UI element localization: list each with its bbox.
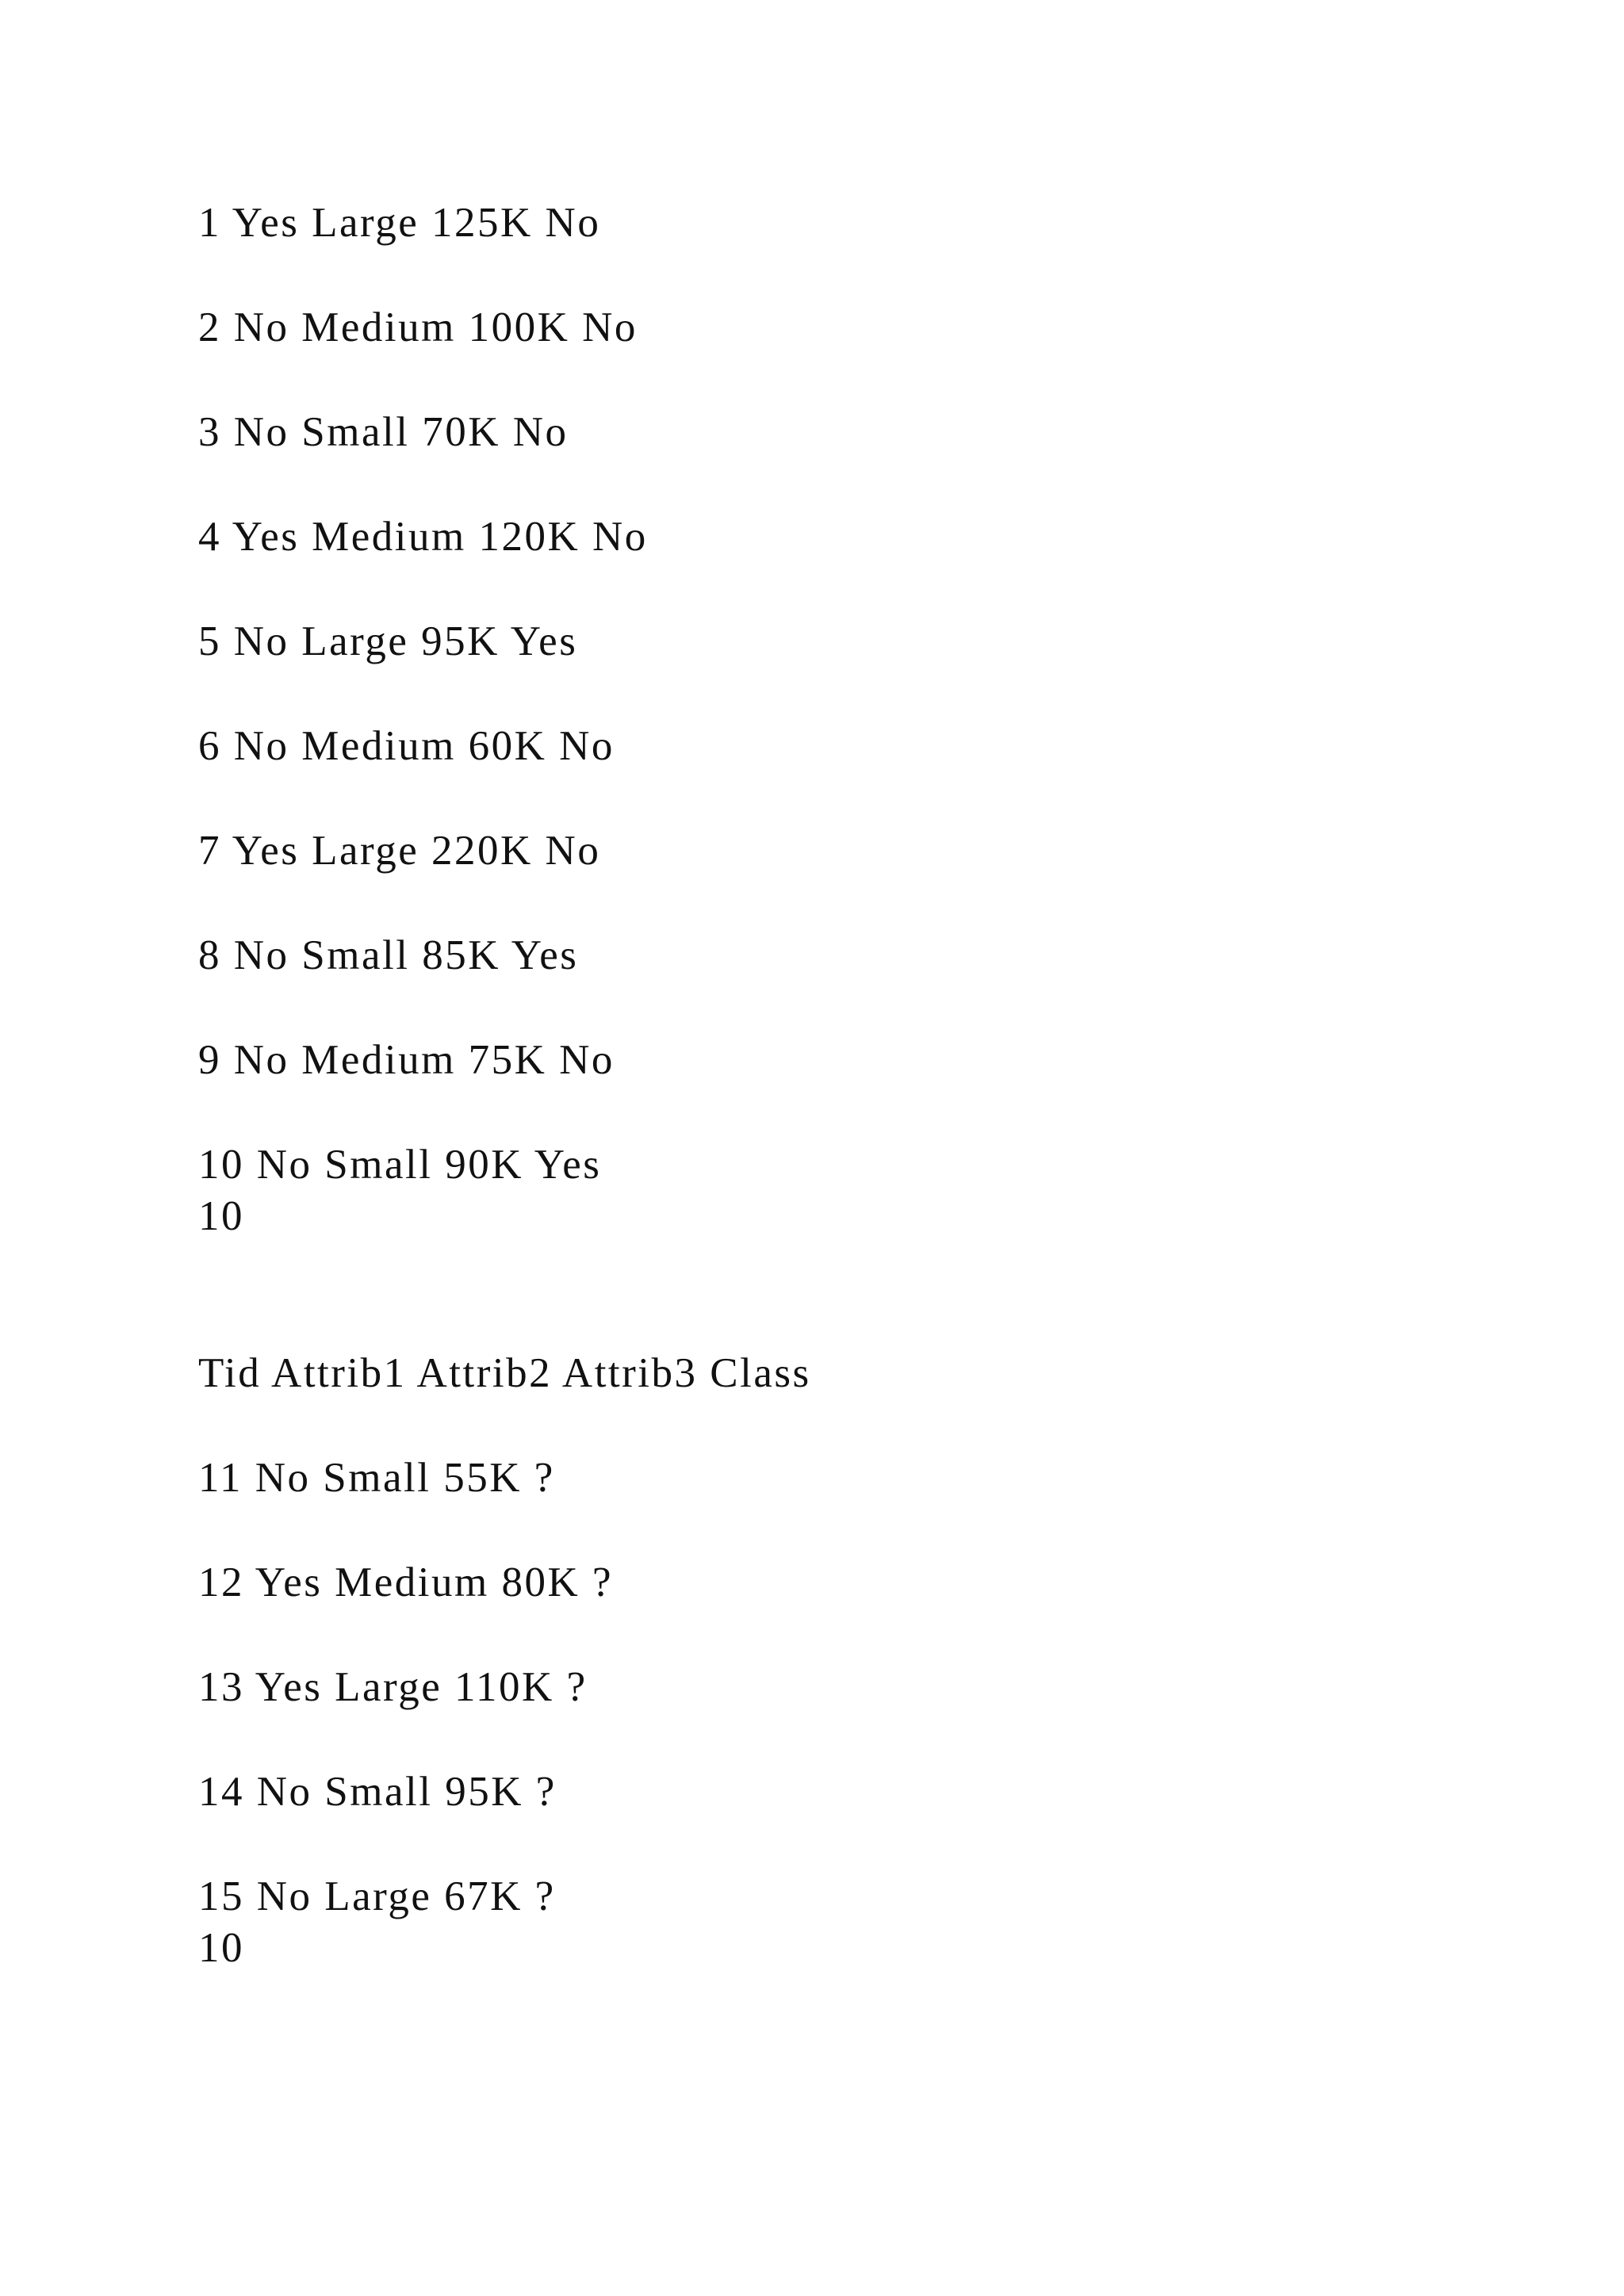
training-row: 7 Yes Large 220K No (198, 828, 601, 874)
training-row: 2 No Medium 100K No (198, 304, 638, 350)
test-row: 11 No Small 55K ? (198, 1455, 555, 1501)
test-row: 13 Yes Large 110K ? (198, 1664, 588, 1710)
training-marker: 10 (198, 1193, 244, 1239)
training-row: 8 No Small 85K Yes (198, 932, 579, 978)
training-row: 4 Yes Medium 120K No (198, 514, 648, 560)
training-row: 5 No Large 95K Yes (198, 618, 578, 664)
training-row: 6 No Medium 60K No (198, 723, 615, 769)
test-marker: 10 (198, 1925, 244, 1971)
test-row: 15 No Large 67K ? (198, 1873, 556, 1919)
training-row: 3 No Small 70K No (198, 409, 569, 455)
test-row: 12 Yes Medium 80K ? (198, 1559, 614, 1605)
training-row: 1 Yes Large 125K No (198, 200, 601, 246)
training-row: 10 No Small 90K Yes (198, 1142, 602, 1188)
test-header: Tid Attrib1 Attrib2 Attrib3 Class (198, 1350, 811, 1396)
test-row: 14 No Small 95K ? (198, 1769, 557, 1815)
training-row: 9 No Medium 75K No (198, 1037, 615, 1083)
